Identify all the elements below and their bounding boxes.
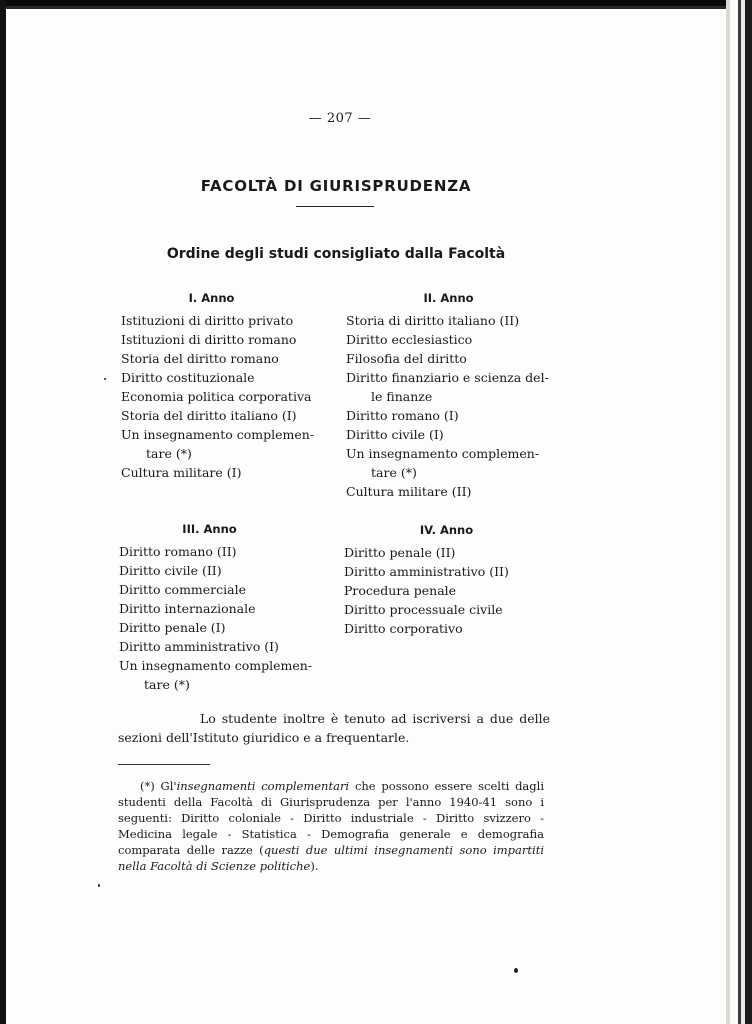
course-line: Diritto corporativo xyxy=(344,621,463,636)
title-divider xyxy=(296,206,374,207)
course-line: Diritto processuale civile xyxy=(344,602,503,617)
course-line: Diritto penale (I) xyxy=(119,620,226,635)
course-line: Storia del diritto italiano (I) xyxy=(121,408,297,423)
course-line: Diritto commerciale xyxy=(119,582,246,597)
course-item xyxy=(119,618,324,637)
course-item xyxy=(344,619,549,638)
course-line: Diritto costituzionale xyxy=(121,370,255,385)
course-list xyxy=(119,542,324,694)
year-4-block xyxy=(344,523,549,638)
course-line: Cultura militare (II) xyxy=(346,484,472,499)
course-line: Filosofia del diritto xyxy=(346,351,467,366)
course-item xyxy=(346,349,551,368)
course-line: Storia di diritto italiano (II) xyxy=(346,313,520,328)
course-item xyxy=(344,562,549,581)
course-line: Diritto amministrativo (II) xyxy=(344,564,509,579)
course-item xyxy=(344,543,549,562)
year-heading: III. Anno xyxy=(182,522,237,536)
footnote-text-2: ). xyxy=(310,859,319,873)
course-list xyxy=(346,311,551,501)
footnote-italic-1: insegnamenti complementari xyxy=(176,779,350,793)
footnote-text-1: che possono essere scelti dagli studenti della Facoltà di Giurisprudenza per l'anno 1940-41 sono i seguenti: Diritto coloniale - Diritto industriale - Diritto svizzero - Medicina legale - Statistica - Demografia generale e demografia comparata delle razze ( xyxy=(118,779,545,857)
year-heading: II. Anno xyxy=(423,291,474,305)
scan-left-edge xyxy=(0,0,6,1024)
course-item xyxy=(119,542,324,561)
page-number: — 207 — xyxy=(308,111,372,126)
course-item xyxy=(346,368,551,406)
course-item xyxy=(121,330,326,349)
year-3-block xyxy=(119,522,324,694)
course-item xyxy=(119,580,324,599)
course-line: Procedura penale xyxy=(344,583,457,598)
course-item xyxy=(346,311,551,330)
enrollment-note: Lo studente inoltre è tenuto ad iscriversi a due delle sezioni dell'Istituto giuridico e a frequentarle. xyxy=(118,711,550,745)
course-line: Diritto civile (II) xyxy=(119,563,222,578)
year-2-block xyxy=(346,291,551,501)
course-item xyxy=(121,368,326,387)
course-line-continuation: le finanze xyxy=(371,389,433,404)
course-item xyxy=(121,463,326,482)
course-item xyxy=(121,349,326,368)
course-line: Istituzioni di diritto romano xyxy=(121,332,297,347)
course-item xyxy=(346,425,551,444)
course-line: Storia del diritto romano xyxy=(121,351,279,366)
course-item xyxy=(344,600,549,619)
faculty-title: FACOLTÀ DI GIURISPRUDENZA xyxy=(200,177,472,195)
course-list xyxy=(121,311,326,482)
course-item xyxy=(346,444,551,482)
course-line: Diritto internazionale xyxy=(119,601,256,616)
year-heading: I. Anno xyxy=(188,291,235,305)
course-item xyxy=(121,406,326,425)
section-title: Ordine degli studi consigliato dalla Facoltà xyxy=(166,246,506,262)
course-line: Diritto finanziario e scienza del- xyxy=(346,370,549,385)
footnote-divider xyxy=(118,764,210,765)
footnote xyxy=(118,778,544,874)
course-item xyxy=(119,599,324,618)
scan-speck xyxy=(104,378,106,380)
course-line: Un insegnamento complemen- xyxy=(121,427,315,442)
course-line: Diritto ecclesiastico xyxy=(346,332,473,347)
course-line: Diritto civile (I) xyxy=(346,427,444,442)
course-item xyxy=(121,425,326,463)
year-1-block xyxy=(121,291,326,482)
course-line: Diritto romano (II) xyxy=(119,544,237,559)
course-line: Diritto penale (II) xyxy=(344,545,456,560)
course-line: Un insegnamento complemen- xyxy=(346,446,540,461)
scan-speck xyxy=(98,884,100,887)
course-item xyxy=(119,637,324,656)
course-item xyxy=(346,330,551,349)
course-line: Economia politica corporativa xyxy=(121,389,312,404)
course-item xyxy=(344,581,549,600)
course-list xyxy=(344,543,549,638)
course-line: Cultura militare (I) xyxy=(121,465,242,480)
scan-top-edge xyxy=(0,0,752,18)
course-line-continuation: tare (*) xyxy=(371,465,417,480)
footnote-marker: (*) Gl' xyxy=(140,779,177,793)
year-heading: IV. Anno xyxy=(419,523,474,537)
course-item xyxy=(346,406,551,425)
course-line: Un insegnamento complemen- xyxy=(119,658,313,673)
course-line: Diritto amministrativo (I) xyxy=(119,639,279,654)
course-item xyxy=(121,311,326,330)
course-item xyxy=(121,387,326,406)
footnote-italic-2: questi due ultimi insegnamenti sono impartiti nella Facoltà di Scienze politiche xyxy=(118,843,544,873)
scan-right-binding xyxy=(712,0,752,1024)
course-line-continuation: tare (*) xyxy=(146,446,192,461)
course-line: Istituzioni di diritto privato xyxy=(121,313,294,328)
scan-speck xyxy=(514,968,518,973)
course-line-continuation: tare (*) xyxy=(144,677,190,692)
course-item xyxy=(119,656,324,694)
course-item xyxy=(119,561,324,580)
course-line: Diritto romano (I) xyxy=(346,408,459,423)
course-item xyxy=(346,482,551,501)
